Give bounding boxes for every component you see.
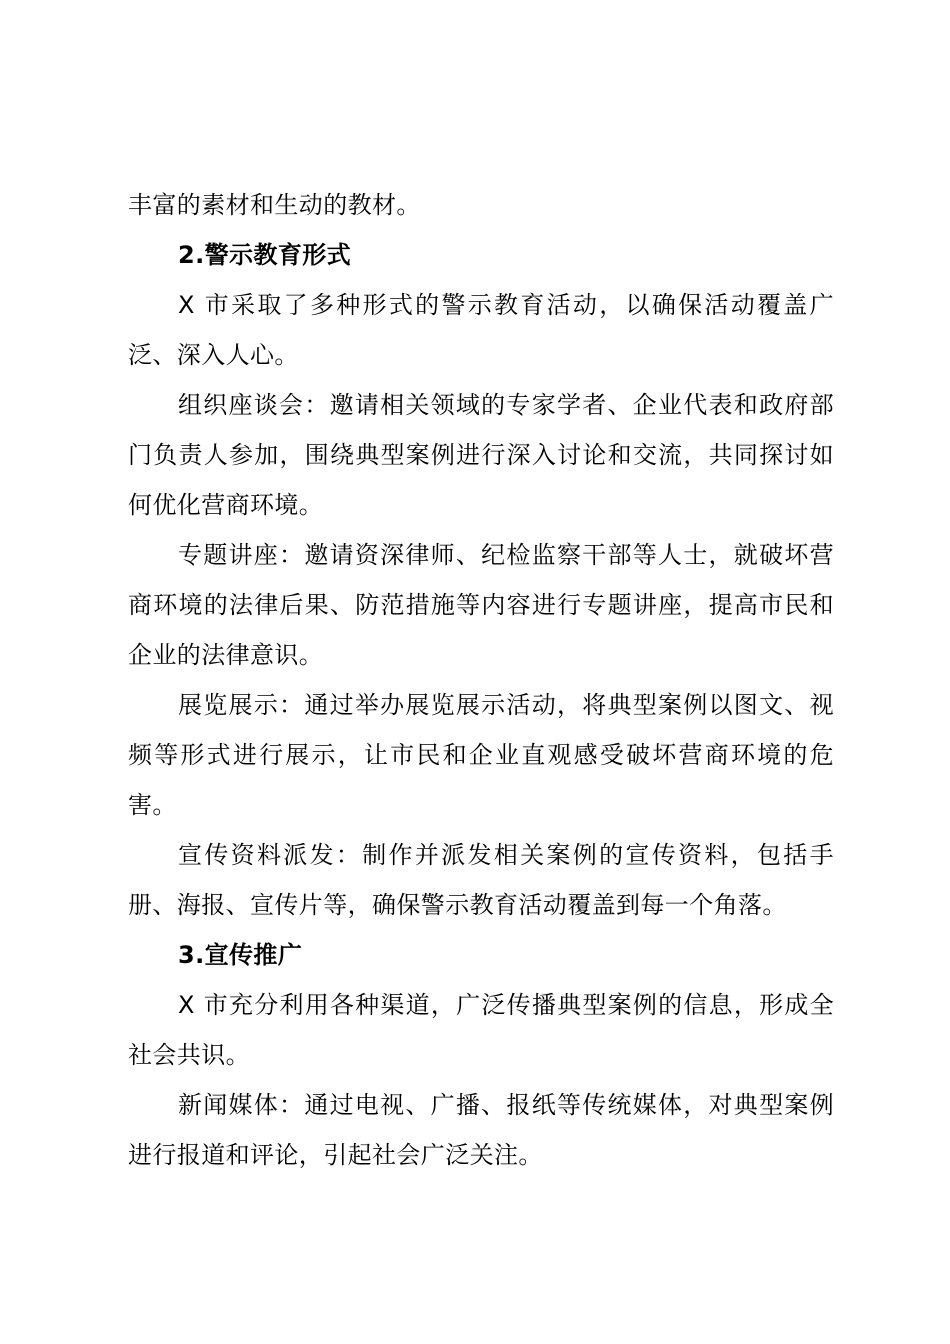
paragraph-intro-promotion: X 市充分利用各种渠道，广泛传播典型案例的信息，形成全社会共识。: [128, 991, 834, 1069]
paragraph-news-media: 新闻媒体：通过电视、广播、报纸等传统媒体，对典型案例进行报道和评论，引起社会广泛关注。: [128, 1091, 834, 1169]
paragraph-intro-forms: X 市采取了多种形式的警示教育活动，以确保活动覆盖广泛、深入人心。: [128, 291, 834, 369]
paragraph-symposium: 组织座谈会：邀请相关领域的专家学者、企业代表和政府部门负责人参加，围绕典型案例进行深入讨论和交流，共同探讨如何优化营商环境。: [128, 391, 834, 519]
section-heading-warning-education-forms: 2.警示教育形式: [178, 241, 352, 269]
paragraph-continued: 丰富的素材和生动的教材。: [128, 191, 421, 219]
section-heading-promotion: 3.宣传推广: [178, 941, 303, 969]
document-body: [128, 180, 834, 1180]
paragraph-materials: 宣传资料派发：制作并派发相关案例的宣传资料，包括手册、海报、宣传片等，确保警示教育活动覆盖到每一个角落。: [128, 841, 834, 919]
paragraph-exhibition: 展览展示：通过举办展览展示活动，将典型案例以图文、视频等形式进行展示，让市民和企业直观感受破坏营商环境的危害。: [128, 691, 834, 819]
paragraph-lecture: 专题讲座：邀请资深律师、纪检监察干部等人士，就破坏营商环境的法律后果、防范措施等内容进行专题讲座，提高市民和企业的法律意识。: [128, 541, 834, 669]
